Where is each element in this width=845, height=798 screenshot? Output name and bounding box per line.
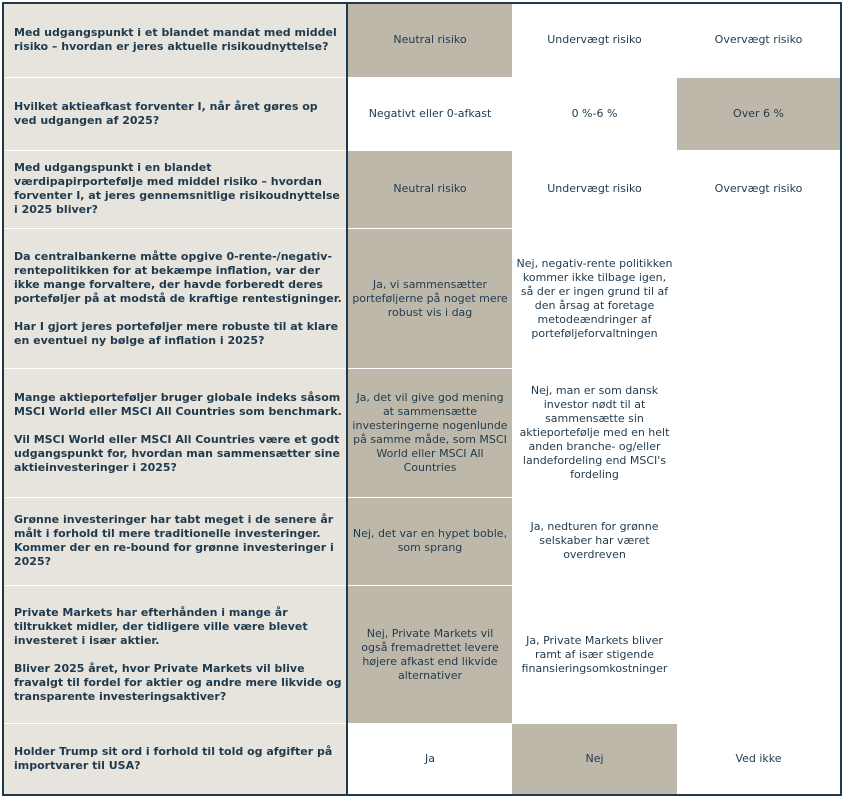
answer-cell: [677, 585, 841, 723]
answer-cell: 0 %-6 %: [512, 77, 677, 150]
question-cell: Private Markets har efterhånden i mange år tiltrukket midler, der tidligere ville være blevet investeret i især aktier. Bliver 2025 året, hvor Private Markets vil blive fravalgt til fordel for aktier og andre mere likvide og transparente investeringsaktiver?: [3, 585, 347, 723]
answer-cell-selected: Nej, det var en hypet boble, som sprang: [347, 497, 512, 585]
survey-row: [3, 150, 841, 228]
question-cell: Grønne investeringer har tabt meget i de senere år målt i forhold til mere traditionelle investeringer. Kommer der en re-bound for grønne investeringer i 2025?: [3, 497, 347, 585]
survey-row: [3, 77, 841, 150]
question-cell: Da centralbankerne måtte opgive 0-rente-/negativ-rentepolitikken for at bekæmpe inflation, var der ikke mange forvaltere, der havde forberedt deres porteføljer på at modstå de kraftige rentestigninger. Har I gjort jeres porteføljer mere robuste til at klare en eventuel ny bølge af inflation i 2025?: [3, 229, 347, 369]
survey-row: [3, 724, 841, 795]
answer-cell-selected: Nej: [512, 724, 677, 795]
answer-cell-selected: Ja, det vil give god mening at sammensætte investeringerne nogenlunde på samme måde, som MSCI World eller MSCI All Countries: [347, 369, 512, 497]
question-cell: Med udgangspunkt i en blandet værdipapirportefølje med middel risiko – hvordan forventer I, at jeres gennemsnitlige risikoudnyttelse i 2025 bliver?: [3, 150, 347, 228]
answer-cell-selected: Neutral risiko: [347, 150, 512, 228]
survey-row: [3, 497, 841, 585]
survey-row: [3, 229, 841, 369]
answer-cell: Nej, negativ-rente politikken kommer ikke tilbage igen, så der er ingen grund til af den årsag at foretage metodeændringer af porteføljeforvaltningen: [512, 229, 677, 369]
answer-cell: Overvægt risiko: [677, 3, 841, 77]
answer-cell: [677, 229, 841, 369]
survey-row: [3, 369, 841, 497]
answer-cell-selected: Neutral risiko: [347, 3, 512, 77]
survey-row: [3, 585, 841, 723]
question-cell: Holder Trump sit ord i forhold til told og afgifter på importvarer til USA?: [3, 724, 347, 795]
answer-cell: Negativt eller 0-afkast: [347, 77, 512, 150]
survey-table: [2, 2, 842, 796]
answer-cell: Ja: [347, 724, 512, 795]
answer-cell: Undervægt risiko: [512, 3, 677, 77]
answer-cell: Undervægt risiko: [512, 150, 677, 228]
answer-cell: Nej, man er som dansk investor nødt til at sammensætte sin aktieportefølje med en helt anden branche- og/eller landefordeling end MSCI's fordeling: [512, 369, 677, 497]
answer-cell: Ja, Private Markets bliver ramt af især stigende finansieringsomkostninger: [512, 585, 677, 723]
answer-cell: Overvægt risiko: [677, 150, 841, 228]
answer-cell-selected: Over 6 %: [677, 77, 841, 150]
answer-cell: [677, 369, 841, 497]
question-cell: Mange aktieporteføljer bruger globale indeks såsom MSCI World eller MSCI All Countries som benchmark. Vil MSCI World eller MSCI All Countries være et godt udgangspunkt for, hvordan man sammensætter sine aktieinvesteringer i 2025?: [3, 369, 347, 497]
answer-cell: [677, 497, 841, 585]
answer-cell-selected: Nej, Private Markets vil også fremadrettet levere højere afkast end likvide alternativer: [347, 585, 512, 723]
survey-row: [3, 3, 841, 77]
question-cell: Med udgangspunkt i et blandet mandat med middel risiko – hvordan er jeres aktuelle risikoudnyttelse?: [3, 3, 347, 77]
question-cell: Hvilket aktieafkast forventer I, når året gøres op ved udgangen af 2025?: [3, 77, 347, 150]
answer-cell: Ja, nedturen for grønne selskaber har været overdreven: [512, 497, 677, 585]
answer-cell: Ved ikke: [677, 724, 841, 795]
answer-cell-selected: Ja, vi sammensætter porteføljerne på noget mere robust vis i dag: [347, 229, 512, 369]
